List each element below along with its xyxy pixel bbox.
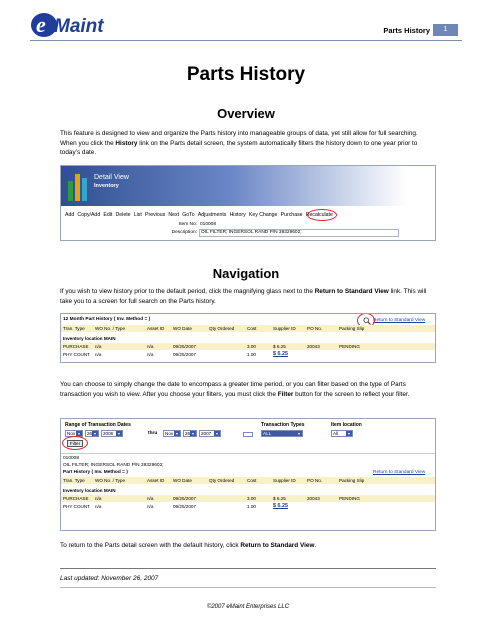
- history-keyword: History: [115, 139, 138, 147]
- detail-view-screenshot: [60, 165, 436, 241]
- history-column-header: Packing Slip: [339, 326, 365, 331]
- overview-heading: Overview: [217, 106, 275, 121]
- filtered-column-header: Asset ID: [147, 478, 165, 483]
- filtered-cell: n/a: [147, 496, 154, 501]
- transaction-types-select[interactable]: ALL ▾: [261, 430, 303, 437]
- history-column-header: Cost: [247, 326, 257, 331]
- filtered-history-screenshot: [60, 418, 436, 531]
- footer-divider: [60, 568, 436, 569]
- transaction-types-label: Transaction Types: [261, 422, 305, 428]
- history-cell: n/a: [95, 344, 102, 349]
- toolbar-list[interactable]: List: [133, 212, 142, 218]
- item-no-value: 010008: [200, 222, 217, 227]
- filtered-item-no: 010008: [63, 456, 80, 461]
- last-updated: Last updated: November 26, 2007: [60, 575, 159, 582]
- from-year-select[interactable]: 2006 ▾: [101, 430, 123, 437]
- header-title: Parts History: [383, 26, 430, 35]
- filtered-cell: PURCHASE: [63, 496, 89, 501]
- page-number-badge: 1: [433, 24, 458, 36]
- filtered-column-header: WO Date: [173, 478, 192, 483]
- filtered-cell: $ 6.25: [273, 503, 288, 509]
- detail-toolbar: [65, 212, 336, 218]
- filtered-cell: PENDING: [339, 496, 360, 501]
- svg-text:e: e: [36, 12, 46, 37]
- history-cell: 09/25/2007: [173, 344, 196, 349]
- filtered-item-desc: OIL FILTER; INGERSOL RAND P/N 39329602;: [63, 463, 164, 468]
- history-caption: 12 Month Part History ( Inv. Method = ): [63, 317, 151, 322]
- svg-text:Maint: Maint: [54, 16, 104, 37]
- history-cell: 09/25/2007: [173, 352, 196, 357]
- from-month-select[interactable]: Nov ▾: [65, 430, 83, 437]
- thru-label: thru: [148, 431, 158, 436]
- from-day-select[interactable]: 26 ▾: [85, 430, 99, 437]
- toolbar-key-change[interactable]: Key Change: [248, 212, 278, 218]
- filtered-cell: 20043: [307, 496, 320, 501]
- return-standard-view-link[interactable]: Return to Standard View: [373, 318, 426, 323]
- history-column-header: WO Date: [173, 326, 192, 331]
- history-cell: n/a: [147, 352, 154, 357]
- filtered-history-grid: [61, 477, 436, 515]
- filtered-cell: n/a: [147, 504, 154, 509]
- filtered-cell: $ 6.25: [273, 496, 286, 501]
- filter-highlight-ring: [62, 436, 88, 450]
- navigation-paragraph-1: If you wish to view history prior to the default period, click the magnifying glass next to the Return to Standard View link. This will take you to a screen for full search on the Parts history.: [60, 288, 427, 305]
- to-month-select[interactable]: Nov ▾: [163, 430, 181, 437]
- filtered-column-header: Cost: [247, 478, 257, 483]
- history-cell: 1.00: [247, 352, 256, 357]
- toolbar-purchase[interactable]: Purchase: [280, 212, 303, 218]
- history-column-header: Qty Ordered: [209, 326, 235, 331]
- navigation-heading: Navigation: [212, 266, 280, 281]
- banner-subtitle: Inventory: [94, 183, 119, 189]
- filtered-column-header: Qty Ordered: [209, 478, 235, 483]
- filtered-header-row: [61, 477, 436, 484]
- filtered-column-header: Tran. Type: [63, 478, 85, 483]
- copyright: ©2007 eMaint Enterprises LLC: [206, 604, 290, 610]
- history-cell: n/a: [95, 352, 102, 357]
- history-column-header: Supplier ID: [273, 326, 296, 331]
- history-grid: [61, 325, 436, 363]
- history-cell: $ 6.25: [273, 344, 286, 349]
- filter-divider: [61, 453, 436, 454]
- filtered-cell: n/a: [95, 504, 102, 509]
- description-label: Description:: [171, 230, 197, 235]
- filtered-column-header: PO No.: [307, 478, 323, 483]
- to-year-select[interactable]: 2007 ▾: [199, 430, 221, 437]
- date-range-label: Range of Transaction Dates: [65, 422, 131, 428]
- part-history-caption: Part History ( Inv. Method = ): [63, 470, 128, 475]
- filtered-column-header: WO No. / Type: [95, 478, 126, 483]
- toolbar-recalculate[interactable]: Recalculate: [305, 212, 333, 218]
- calendar-icon[interactable]: [243, 432, 253, 437]
- filtered-location-label: Inventory location MAIN: [63, 488, 116, 493]
- history-cell: n/a: [147, 344, 154, 349]
- item-location-label: Item location: [331, 422, 362, 428]
- filtered-return-link[interactable]: Return to Standard View: [373, 470, 426, 475]
- banner-title: Detail View: [94, 174, 129, 181]
- history-column-header: PO No.: [307, 326, 323, 331]
- navigation-paragraph-2: You can choose to simply change the date to encompass a greater time period, or you can filter based on the type of Parts transaction you wish to view. After you choose your filters, you must click the Filter button for the screen to reflect your filter.: [60, 381, 410, 398]
- toolbar-add[interactable]: Add: [65, 212, 75, 218]
- history-header-row: [61, 325, 436, 332]
- inventory-bars-icon: [67, 171, 89, 201]
- history-cell: 20043: [307, 344, 320, 349]
- toolbar-history[interactable]: History: [229, 212, 246, 218]
- history-cell: 3.00: [247, 344, 256, 349]
- toolbar-next[interactable]: Next: [168, 212, 180, 218]
- emaint-logo: [30, 10, 130, 40]
- to-day-select[interactable]: 26 ▾: [183, 430, 197, 437]
- history-location-row: [61, 335, 436, 342]
- page-title: Parts History: [186, 64, 306, 85]
- history-column-header: Tran. Type: [63, 326, 85, 331]
- filtered-location-row: [61, 487, 436, 494]
- filtered-column-header: Supplier ID: [273, 478, 296, 483]
- filtered-table-row: [61, 503, 436, 510]
- history-cell: PHY COUNT: [63, 352, 90, 357]
- filter-button[interactable]: Filter: [67, 440, 83, 447]
- item-no-label: Item No:: [178, 222, 197, 227]
- history-column-header: WO No. / Type: [95, 326, 126, 331]
- filtered-cell: n/a: [95, 496, 102, 501]
- toolbar-delete[interactable]: Delete: [115, 212, 131, 218]
- toolbar-adjustments[interactable]: Adjustments: [197, 212, 227, 218]
- filtered-cell: 09/25/2007: [173, 496, 196, 501]
- toolbar-copy-add[interactable]: Copy/Add: [77, 212, 101, 218]
- history-table-row: [61, 351, 436, 358]
- filtered-cell: 1.00: [247, 504, 256, 509]
- history-location-label: Inventory location MAIN: [63, 336, 116, 341]
- footer-divider-2: [60, 587, 436, 588]
- history-highlight-ring: [307, 209, 337, 221]
- history-table-row: [61, 343, 436, 350]
- item-location-select[interactable]: All ▾: [331, 430, 353, 437]
- filtered-cell: 3.00: [247, 496, 256, 501]
- toolbar-goto[interactable]: GoTo: [182, 212, 195, 218]
- twelve-month-history-screenshot: [60, 313, 436, 363]
- filtered-cell: 09/25/2007: [173, 504, 196, 509]
- filtered-column-header: Packing Slip: [339, 478, 365, 483]
- filtered-cell: PHY COUNT: [63, 504, 90, 509]
- description-field[interactable]: OIL FILTER; INGERSOL RAND P/N 39329602;: [199, 229, 399, 237]
- history-column-header: Asset ID: [147, 326, 165, 331]
- overview-paragraph: This feature is designed to view and organize the Parts history into manageable groups of data, yet still allow for full searching. When you click the History link on the Parts detail screen, the system automatically filters the history down to one year prior to today’s date.: [60, 130, 418, 157]
- header-divider: [30, 40, 462, 41]
- filtered-table-row: [61, 495, 436, 502]
- history-cell: PENDING: [339, 344, 360, 349]
- history-cell: PURCHASE: [63, 344, 89, 349]
- history-cell: $ 6.25: [273, 351, 288, 357]
- navigation-paragraph-3: To return to the Parts detail screen with the default history, click Return to Standard View.: [60, 542, 317, 549]
- toolbar-previous[interactable]: Previous: [145, 212, 166, 218]
- toolbar-edit[interactable]: Edit: [103, 212, 113, 218]
